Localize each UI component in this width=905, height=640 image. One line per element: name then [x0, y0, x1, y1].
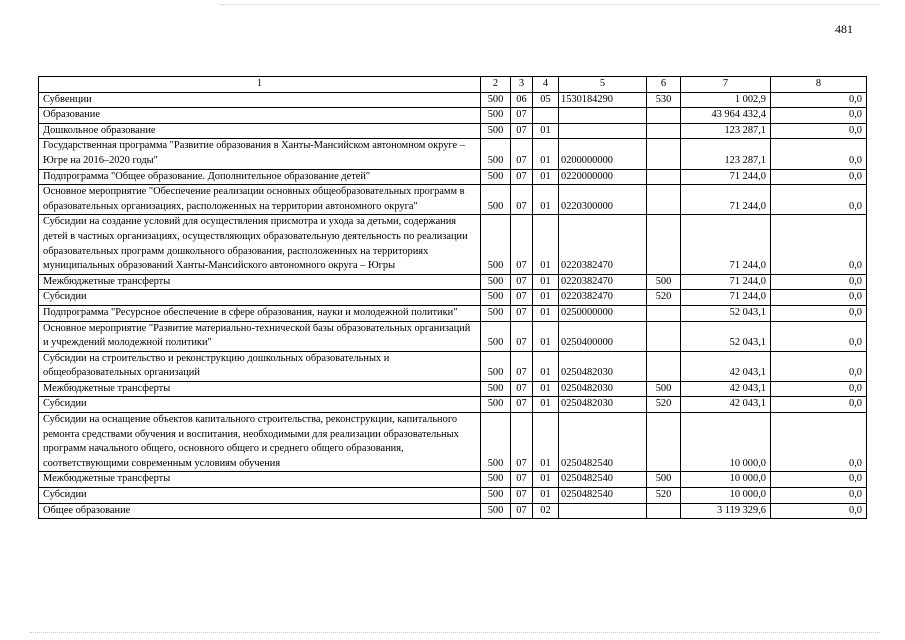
section-cell: 07 — [511, 351, 533, 381]
row-name-cell: Субвенции — [39, 92, 481, 108]
target-article-cell: 0220382470 — [559, 290, 647, 306]
page-number: 481 — [835, 22, 853, 36]
target-article-cell: 0250482030 — [559, 381, 647, 397]
amount-cell: 71 244,0 — [681, 274, 771, 290]
table-row — [39, 290, 867, 306]
ministry-code-cell: 500 — [481, 472, 511, 488]
section-cell: 07 — [511, 503, 533, 519]
table-row — [39, 503, 867, 519]
section-cell: 06 — [511, 92, 533, 108]
table-row — [39, 92, 867, 108]
section-cell: 07 — [511, 169, 533, 185]
row-name-cell: Субсидии на строительство и реконструкцию дошкольных образовательных и общеобразовательных организаций — [39, 351, 481, 381]
expense-type-cell — [647, 123, 681, 139]
amount-2-cell: 0,0 — [771, 305, 867, 321]
subsection-cell: 01 — [533, 413, 559, 472]
table-row — [39, 108, 867, 124]
ministry-code-cell: 500 — [481, 274, 511, 290]
section-cell: 07 — [511, 290, 533, 306]
target-article-cell: 0200000000 — [559, 139, 647, 169]
subsection-cell: 01 — [533, 169, 559, 185]
subsection-cell: 01 — [533, 488, 559, 504]
target-article-cell: 0250482540 — [559, 413, 647, 472]
row-name-cell: Основное мероприятие "Обеспечение реализации основных общеобразовательных программ в образовательных организациях, расположенных на территории автономного округа" — [39, 185, 481, 215]
expense-type-cell: 500 — [647, 274, 681, 290]
target-article-cell: 0250482540 — [559, 472, 647, 488]
amount-cell: 1 002,9 — [681, 92, 771, 108]
target-article-cell: 0250482540 — [559, 488, 647, 504]
subsection-cell: 01 — [533, 397, 559, 413]
target-article-cell: 0220000000 — [559, 169, 647, 185]
expense-type-cell: 520 — [647, 488, 681, 504]
ministry-code-cell: 500 — [481, 215, 511, 274]
target-article-cell: 0220382470 — [559, 274, 647, 290]
expense-type-cell: 500 — [647, 472, 681, 488]
row-name-cell: Подпрограмма "Общее образование. Дополнительное образование детей" — [39, 169, 481, 185]
expense-type-cell — [647, 503, 681, 519]
target-article-cell: 0220382470 — [559, 215, 647, 274]
section-cell: 07 — [511, 123, 533, 139]
amount-2-cell: 0,0 — [771, 503, 867, 519]
section-cell: 07 — [511, 185, 533, 215]
row-name-cell: Субсидии на оснащение объектов капитального строительства, реконструкции, капитального ремонта средствами обучения и воспитания, необходимыми для реализации образовательных программ начального общего, основного общего и среднего общего образования, соответствующими современным условиям обучения — [39, 413, 481, 472]
table-row — [39, 215, 867, 274]
row-name-cell: Подпрограмма "Ресурсное обеспечение в сфере образования, науки и молодежной политики" — [39, 305, 481, 321]
target-article-cell: 1530184290 — [559, 92, 647, 108]
row-name-cell: Субсидии — [39, 488, 481, 504]
ministry-code-cell: 500 — [481, 185, 511, 215]
target-article-cell — [559, 123, 647, 139]
amount-2-cell: 0,0 — [771, 123, 867, 139]
table-row — [39, 381, 867, 397]
section-cell: 07 — [511, 215, 533, 274]
amount-2-cell: 0,0 — [771, 92, 867, 108]
amount-2-cell: 0,0 — [771, 488, 867, 504]
expense-type-cell — [647, 169, 681, 185]
row-name-cell: Субсидии — [39, 290, 481, 306]
amount-2-cell: 0,0 — [771, 215, 867, 274]
subsection-cell: 01 — [533, 321, 559, 351]
amount-cell: 3 119 329,6 — [681, 503, 771, 519]
amount-2-cell: 0,0 — [771, 472, 867, 488]
ministry-code-cell: 500 — [481, 290, 511, 306]
target-article-cell: 0250482030 — [559, 351, 647, 381]
header-cell: 3 — [511, 77, 533, 93]
table-row — [39, 321, 867, 351]
table-row — [39, 139, 867, 169]
amount-cell: 43 964 432,4 — [681, 108, 771, 124]
ministry-code-cell: 500 — [481, 92, 511, 108]
section-cell: 07 — [511, 305, 533, 321]
amount-2-cell: 0,0 — [771, 185, 867, 215]
ministry-code-cell: 500 — [481, 108, 511, 124]
expense-type-cell — [647, 351, 681, 381]
amount-2-cell: 0,0 — [771, 413, 867, 472]
subsection-cell: 01 — [533, 472, 559, 488]
header-cell: 6 — [647, 77, 681, 93]
section-cell: 07 — [511, 321, 533, 351]
subsection-cell: 01 — [533, 305, 559, 321]
section-cell: 07 — [511, 139, 533, 169]
section-cell: 07 — [511, 397, 533, 413]
ministry-code-cell: 500 — [481, 305, 511, 321]
amount-2-cell: 0,0 — [771, 351, 867, 381]
row-name-cell: Государственная программа "Развитие образования в Ханты-Мансийском автономном округе – Югре на 2016–2020 годы" — [39, 139, 481, 169]
section-cell: 07 — [511, 274, 533, 290]
table-row — [39, 413, 867, 472]
row-name-cell: Общее образование — [39, 503, 481, 519]
section-cell: 07 — [511, 413, 533, 472]
amount-2-cell: 0,0 — [771, 290, 867, 306]
table-row — [39, 305, 867, 321]
amount-2-cell: 0,0 — [771, 381, 867, 397]
header-cell: 7 — [681, 77, 771, 93]
ministry-code-cell: 500 — [481, 169, 511, 185]
target-article-cell: 0220300000 — [559, 185, 647, 215]
row-name-cell: Межбюджетные трансферты — [39, 472, 481, 488]
target-article-cell — [559, 503, 647, 519]
amount-2-cell: 0,0 — [771, 139, 867, 169]
section-cell: 07 — [511, 108, 533, 124]
section-cell: 07 — [511, 381, 533, 397]
subsection-cell: 01 — [533, 381, 559, 397]
target-article-cell: 0250000000 — [559, 305, 647, 321]
ministry-code-cell: 500 — [481, 488, 511, 504]
table-body — [39, 77, 867, 519]
budget-table — [38, 76, 867, 519]
header-cell: 4 — [533, 77, 559, 93]
amount-2-cell: 0,0 — [771, 397, 867, 413]
ministry-code-cell: 500 — [481, 351, 511, 381]
subsection-cell: 01 — [533, 123, 559, 139]
expense-type-cell — [647, 215, 681, 274]
target-article-cell: 0250400000 — [559, 321, 647, 351]
expense-type-cell — [647, 139, 681, 169]
row-name-cell: Субсидии на создание условий для осуществления присмотра и ухода за детьми, содержания детей в частных организациях, осуществляющих образовательную деятельность по реализации образовательных программ дошкольного образования, расположенных на территориях муниципальных образований Ханты-Мансийского автономного округа – Югры — [39, 215, 481, 274]
expense-type-cell — [647, 305, 681, 321]
subsection-cell — [533, 108, 559, 124]
expense-type-cell — [647, 413, 681, 472]
table-row — [39, 397, 867, 413]
amount-cell: 71 244,0 — [681, 169, 771, 185]
expense-type-cell — [647, 185, 681, 215]
subsection-cell: 05 — [533, 92, 559, 108]
amount-cell: 42 043,1 — [681, 351, 771, 381]
ministry-code-cell: 500 — [481, 321, 511, 351]
table-row — [39, 123, 867, 139]
header-cell: 1 — [39, 77, 481, 93]
amount-cell: 71 244,0 — [681, 215, 771, 274]
table-row — [39, 274, 867, 290]
row-name-cell: Образование — [39, 108, 481, 124]
table-row — [39, 185, 867, 215]
subsection-cell: 01 — [533, 185, 559, 215]
expense-type-cell: 500 — [647, 381, 681, 397]
expense-type-cell — [647, 321, 681, 351]
header-cell: 8 — [771, 77, 867, 93]
section-cell: 07 — [511, 472, 533, 488]
amount-cell: 10 000,0 — [681, 413, 771, 472]
ministry-code-cell: 500 — [481, 503, 511, 519]
amount-2-cell: 0,0 — [771, 321, 867, 351]
amount-cell: 71 244,0 — [681, 290, 771, 306]
subsection-cell: 02 — [533, 503, 559, 519]
row-name-cell: Межбюджетные трансферты — [39, 274, 481, 290]
subsection-cell: 01 — [533, 351, 559, 381]
scan-noise-bottom — [30, 632, 880, 633]
row-name-cell: Дошкольное образование — [39, 123, 481, 139]
header-cell: 5 — [559, 77, 647, 93]
ministry-code-cell: 500 — [481, 123, 511, 139]
subsection-cell: 01 — [533, 215, 559, 274]
table-header-row — [39, 77, 867, 93]
target-article-cell — [559, 108, 647, 124]
amount-cell: 42 043,1 — [681, 397, 771, 413]
amount-2-cell: 0,0 — [771, 274, 867, 290]
expense-type-cell — [647, 108, 681, 124]
amount-cell: 52 043,1 — [681, 321, 771, 351]
table-row — [39, 488, 867, 504]
amount-cell: 10 000,0 — [681, 488, 771, 504]
scan-noise-top — [220, 4, 880, 5]
ministry-code-cell: 500 — [481, 397, 511, 413]
amount-cell: 52 043,1 — [681, 305, 771, 321]
amount-cell: 10 000,0 — [681, 472, 771, 488]
subsection-cell: 01 — [533, 139, 559, 169]
amount-cell: 123 287,1 — [681, 139, 771, 169]
row-name-cell: Межбюджетные трансферты — [39, 381, 481, 397]
table-row — [39, 169, 867, 185]
target-article-cell: 0250482030 — [559, 397, 647, 413]
ministry-code-cell: 500 — [481, 413, 511, 472]
header-cell: 2 — [481, 77, 511, 93]
amount-cell: 71 244,0 — [681, 185, 771, 215]
expense-type-cell: 520 — [647, 290, 681, 306]
expense-type-cell: 520 — [647, 397, 681, 413]
table-row — [39, 351, 867, 381]
ministry-code-cell: 500 — [481, 381, 511, 397]
amount-cell: 42 043,1 — [681, 381, 771, 397]
row-name-cell: Субсидии — [39, 397, 481, 413]
subsection-cell: 01 — [533, 290, 559, 306]
section-cell: 07 — [511, 488, 533, 504]
expense-type-cell: 530 — [647, 92, 681, 108]
amount-cell: 123 287,1 — [681, 123, 771, 139]
amount-2-cell: 0,0 — [771, 108, 867, 124]
subsection-cell: 01 — [533, 274, 559, 290]
row-name-cell: Основное мероприятие "Развитие материально-технической базы образовательных организаций и учреждений молодежной политики" — [39, 321, 481, 351]
ministry-code-cell: 500 — [481, 139, 511, 169]
amount-2-cell: 0,0 — [771, 169, 867, 185]
table-row — [39, 472, 867, 488]
